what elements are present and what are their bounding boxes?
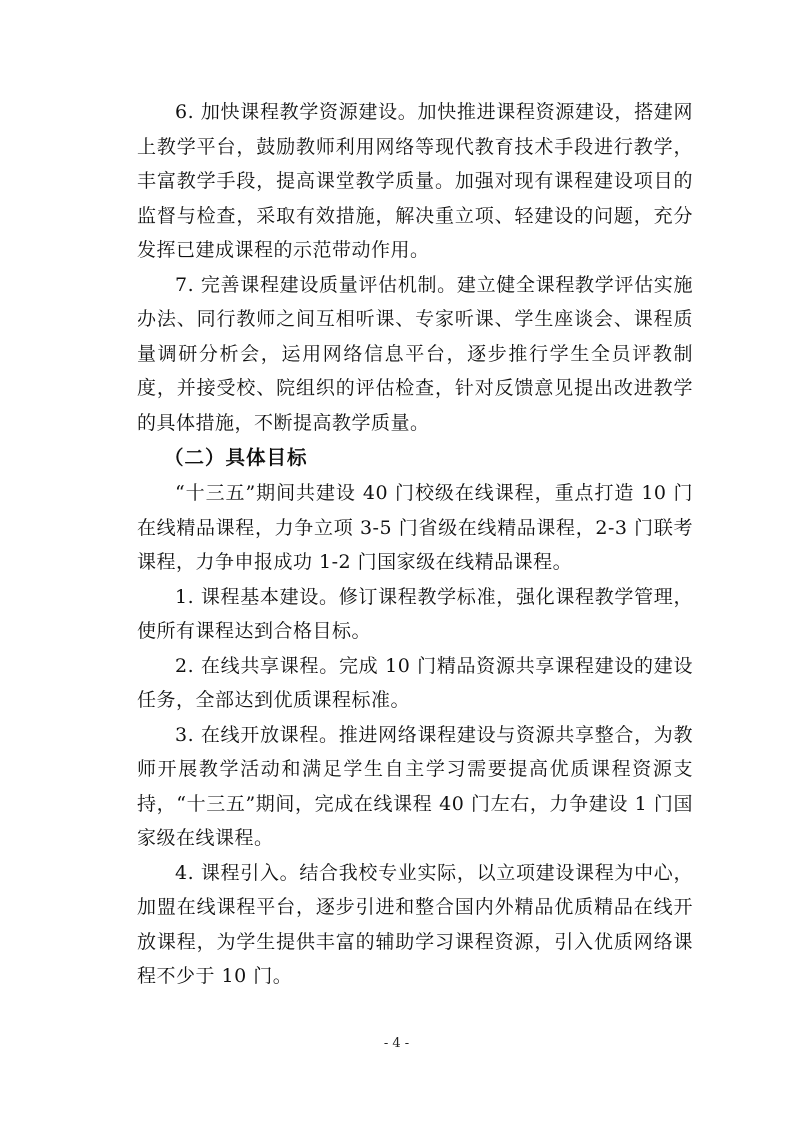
paragraph-goals-intro: “十三五”期间共建设 40 门校级在线课程，重点打造 10 门在线精品课程，力争立项 3-5 门省级在线精品课程，2-3 门联考课程，力争申报成功 1-2 门国家级在线精品课程。 — [137, 482, 693, 573]
paragraph-goal-1: 1. 课程基本建设。修订课程教学标准，强化课程教学管理，使所有课程达到合格目标。 — [137, 585, 693, 642]
paragraph-goal-3: 3. 在线开放课程。推进网络课程建设与资源共享整合，为教师开展教学活动和满足学生自主学习需要提高优质课程资源支持，“十三五”期间，完成在线课程 40 门左右，力争建设 1 门国家级在线课程。 — [137, 723, 693, 849]
paragraph-goal-2: 2. 在线共享课程。完成 10 门精品资源共享课程建设的建设任务，全部达到优质课程标准。 — [137, 654, 693, 711]
paragraph-item-6: 6. 加快课程教学资源建设。加快推进课程资源建设，搭建网上教学平台，鼓励教师利用网络等现代教育技术手段进行教学，丰富教学手段，提高课堂教学质量。加强对现有课程建设项目的监督与检查，采取有效措施，解决重立项、轻建设的问题，充分发挥已建成课程的示范带动作用。 — [137, 101, 693, 261]
section-heading: （二）具体目标 — [164, 446, 308, 469]
page-number: - 4 - — [383, 1036, 410, 1051]
paragraph-item-7: 7. 完善课程建设质量评估机制。建立健全课程教学评估实施办法、同行教师之间互相听课、专家听课、学生座谈会、课程质量调研分析会，运用网络信息平台，逐步推行学生全员评教制度，并接受校、院组织的评估检查，针对反馈意见提出改进教学的具体措施，不断提高教学质量。 — [137, 273, 693, 434]
paragraph-goal-4: 4. 课程引入。结合我校专业实际，以立项建设课程为中心，加盟在线课程平台，逐步引进和整合国内外精品优质精品在线开放课程，为学生提供丰富的辅助学习课程资源，引入优质网络课程不少于 10 门。 — [137, 861, 693, 987]
document-body — [137, 95, 693, 994]
